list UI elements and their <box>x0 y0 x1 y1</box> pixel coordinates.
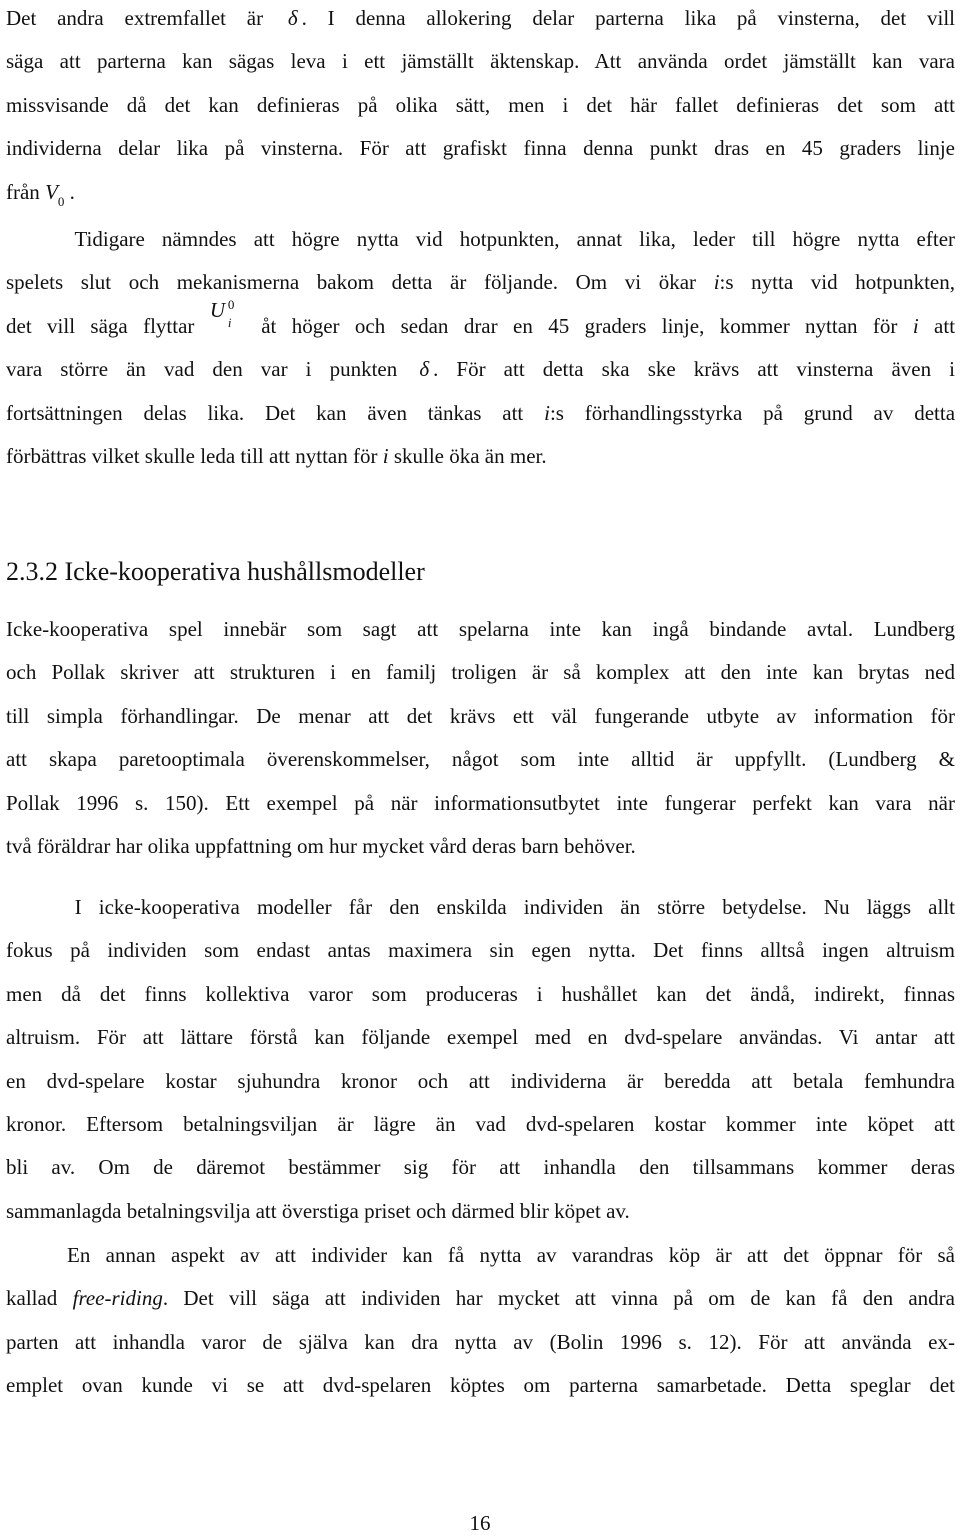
delta-symbol: δ <box>287 6 298 30</box>
text-line: vara större än vad den var i punkten δ . För att detta ska ske krävs att vinsterna även i <box>6 357 955 382</box>
text-line: emplet ovan kunde vi se att dvd-spelaren köptes om parterna samarbetade. Detta speglar det <box>6 1373 955 1398</box>
text-line: två föräldrar har olika uppfattning om hur mycket vård deras barn behöver. <box>6 834 636 859</box>
text-line: En annan aspekt av att individer kan få nytta av varandras köp är att det öppnar för så <box>67 1243 956 1267</box>
text-line: Icke-kooperativa spel innebär som sagt att spelarna inte kan ingå bindande avtal. Lundberg <box>6 617 955 641</box>
text-line: att skapa paretooptimala överenskommelser, något som inte alltid är uppfyllt. (Lundberg & <box>6 747 955 772</box>
text-line: I icke-kooperativa modeller får den enskilda individen än större betydelse. Nu läggs allt <box>74 895 956 919</box>
text-line: till simpla förhandlingar. De menar att det krävs ett väl fungerande utbyte av information för <box>6 703 955 728</box>
text-line: bli av. Om de däremot bestämmer sig för att inhandla den tillsammans kommer deras <box>6 1155 955 1180</box>
text-line: individerna delar lika på vinsterna. För att grafiskt finna denna punkt dras en 45 graders linje <box>6 136 955 161</box>
text-line: Tidigare nämndes att högre nytta vid hotpunkten, annat lika, leder till högre nytta efter <box>74 227 956 251</box>
text-line: parten att inhandla varor de själva kan dra nytta av (Bolin 1996 s. 12). För att använda ex- <box>6 1329 955 1354</box>
u-i-zero-symbol: U 0 i <box>209 296 235 330</box>
text-line: men då det finns kollektiva varor som produceras i hushållet kan det ändå, indirekt, finnas <box>6 981 955 1006</box>
text-line: missvisande då det kan definieras på olika sätt, men i det här fallet definieras det som att <box>6 92 955 117</box>
text-line: en dvd-spelare kostar sjuhundra kronor och att individerna är beredda att betala femhundra <box>6 1068 955 1093</box>
text-line: Det andra extremfallet är δ . I denna allokering delar parterna lika på vinsterna, det vill <box>6 6 955 30</box>
paragraph-threat-point <box>6 218 955 478</box>
text-line: det vill säga flyttar U 0 i åt höger och sedan drar en 45 graders linje, kommer nyttan för i att <box>6 296 956 338</box>
text-line: fortsättningen delas lika. Det kan även tänkas att i:s förhandlingsstyrka på grund av detta <box>6 400 956 425</box>
text-line: sammanlagda betalningsvilja att överstiga priset och därmed blir köpet av. <box>6 1198 630 1223</box>
text-line: från $V_0$ . <box>6 179 75 209</box>
text-line: Pollak 1996 s. 150). Ett exempel på när informationsutbytet inte fungerar perfekt kan vara när <box>6 790 955 815</box>
text-line: säga att parterna kan sägas leva i ett jämställt äktenskap. Att använda ordet jämställt kan vara <box>6 49 955 74</box>
paragraph-extreme-case <box>6 0 955 216</box>
text-line: altruism. För att lättare förstå kan följande exempel med en dvd-spelare användas. Vi antar att <box>6 1025 955 1050</box>
page-number: 16 <box>469 1511 491 1535</box>
text-line: och Pollak skriver att strukturen i en familj troligen är så komplex att den inte kan brytas ned <box>6 660 955 685</box>
paragraph-free-riding <box>6 1234 955 1408</box>
delta-symbol: δ <box>419 357 430 382</box>
paragraph-non-cooperative-games <box>6 608 955 868</box>
text-line: kronor. Eftersom betalningsviljan är lägre än vad dvd-spelaren kostar kommer inte köpet att <box>6 1112 955 1137</box>
section-heading: 2.3.2 Icke-kooperativa hushållsmodeller <box>6 557 425 586</box>
v-zero-symbol: $V_0$ <box>45 179 65 209</box>
text-line: spelets slut och mekanismerna bakom detta är följande. Om vi ökar i:s nytta vid hotpunkten, <box>6 270 955 295</box>
text-line: fokus på individen som endast antas maximera sin egen nytta. Det finns alltså ingen altruism <box>6 938 955 963</box>
text-line: förbättras vilket skulle leda till att nyttan för i skulle öka än mer. <box>6 444 547 469</box>
text-line: kallad free-riding. Det vill säga att individen har mycket att vinna på om de kan få den andra <box>6 1286 955 1311</box>
paragraph-dvd-example <box>6 886 955 1233</box>
